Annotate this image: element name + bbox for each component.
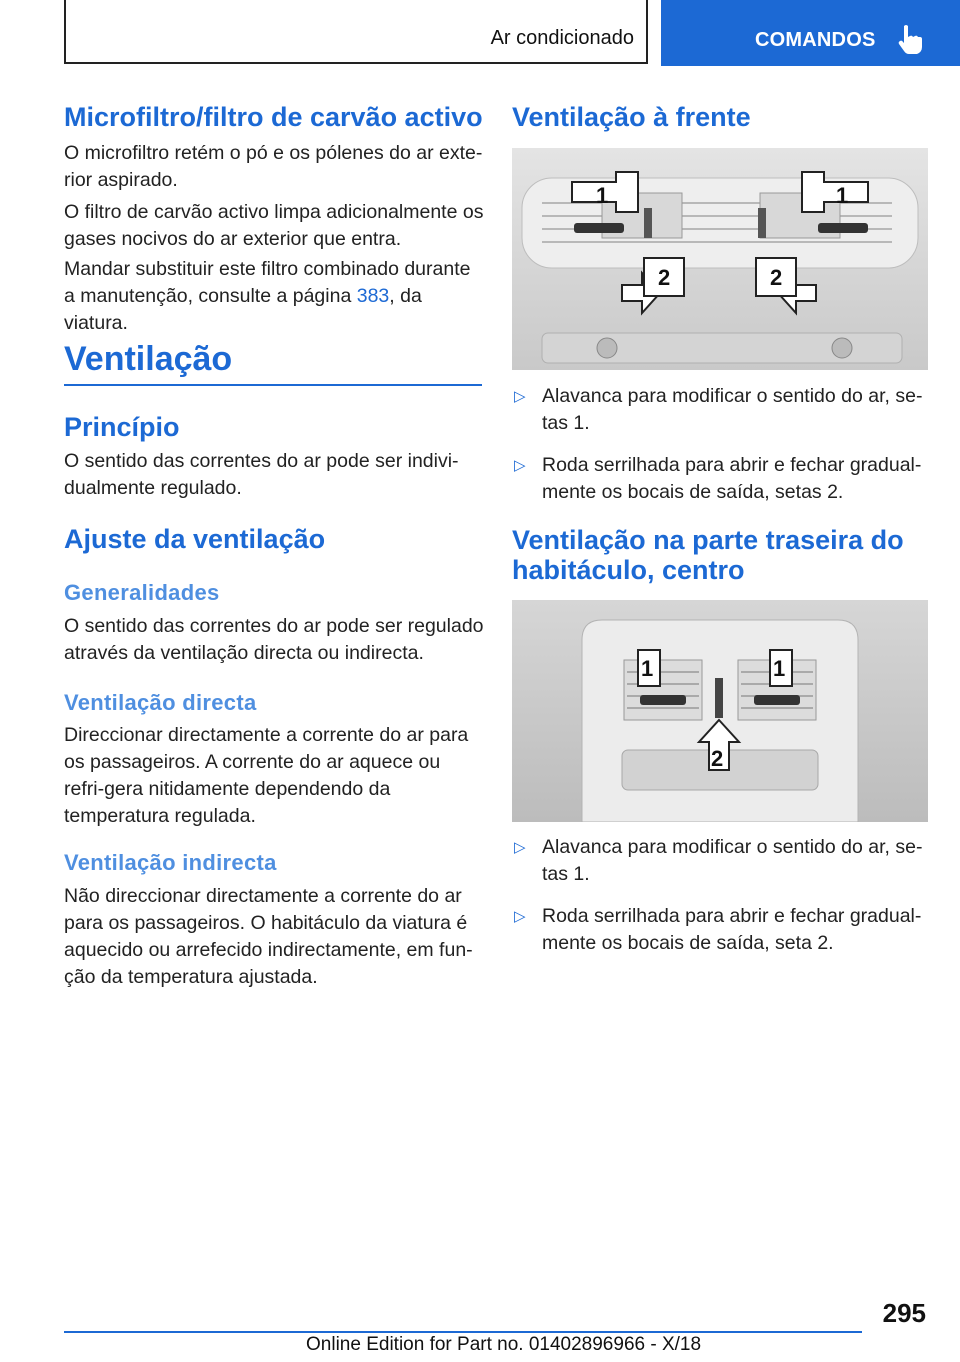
front-bullet-1: ▷ Alavanca para modificar o sentido do ar, se-tas 1.	[514, 385, 923, 434]
principle-text: O sentido das correntes do ar pode ser indivi-dualmente regulado.	[64, 450, 459, 499]
front-vents-image	[512, 148, 928, 370]
label-1-right: 1	[836, 183, 849, 208]
rear-bullet-2: ▷ Roda serrilhada para abrir e fechar gradual-mente os bocais de saída, seta 2.	[514, 905, 922, 954]
label-1-left: 1	[596, 183, 609, 208]
triangle-bullet-icon: ▷	[514, 908, 526, 925]
indirect-text: Não direccionar directamente a corrente do ar para os passageiros. O habitáculo da viatura é aquecido ou arrefecido indirectamente, em fun-ção da temperatura ajustada.	[64, 885, 473, 988]
ventilation-heading: Ventilação	[64, 340, 233, 378]
microfilter-p3	[64, 256, 484, 337]
rear-bullet-list	[512, 834, 928, 972]
triangle-bullet-icon: ▷	[514, 388, 526, 405]
rear-label-1-right: 1	[773, 656, 786, 681]
microfilter-heading: Microfiltro/filtro de carvão activo	[64, 102, 483, 132]
heading-rule	[64, 384, 482, 386]
principle-heading: Princípio	[64, 412, 180, 442]
rear-heading: Ventilação na parte traseira do habitáculo, centro	[512, 525, 904, 585]
microfilter-p1: O microfiltro retém o pó e os pólenes do ar exte-rior aspirado.	[64, 142, 483, 191]
microfilter-p2: O filtro de carvão activo limpa adicionalmente os gases nocivos do ar exterior que entra.	[64, 201, 484, 250]
rear-vents-image	[512, 600, 928, 822]
rear-label-2: 2	[711, 746, 724, 771]
pointing-hand-icon	[896, 24, 924, 56]
label-2-left: 2	[658, 265, 671, 290]
general-heading: Generalidades	[64, 580, 220, 605]
general-text: O sentido das correntes do ar pode ser regulado através da ventilação directa ou indirecta.	[64, 615, 484, 664]
microfilter-p3-text: Mandar substituir este filtro combinado durante a manutenção, consulte a página	[64, 258, 471, 307]
page-number: 295	[882, 1298, 926, 1328]
page-link-383[interactable]: 383	[356, 285, 390, 307]
front-bullet-2: ▷ Roda serrilhada para abrir e fechar gradual-mente os bocais de saída, setas 2.	[514, 454, 922, 503]
chapter-label: COMANDOS	[755, 29, 876, 51]
front-bullet-list	[512, 383, 928, 521]
edition-text: Online Edition for Part no. 01402896966 - X/18	[306, 1334, 702, 1355]
header-section-box	[64, 0, 648, 64]
adjust-heading: Ajuste da ventilação	[64, 524, 326, 554]
triangle-bullet-icon: ▷	[514, 457, 526, 474]
rear-bullet-1: ▷ Alavanca para modificar o sentido do ar, se-tas 1.	[514, 836, 923, 885]
microfilter-p3-tail: , da viatura.	[64, 285, 422, 334]
chapter-tab[interactable]	[661, 0, 960, 66]
direct-heading: Ventilação directa	[64, 690, 257, 715]
triangle-bullet-icon: ▷	[514, 839, 526, 856]
indirect-heading: Ventilação indirecta	[64, 850, 277, 875]
label-2-right: 2	[770, 265, 783, 290]
direct-text: Direccionar directamente a corrente do ar para os passageiros. A corrente do ar aquece ou refri-gera nitidamente dependendo da temperatura regulada.	[64, 724, 469, 827]
footer-rule	[64, 1331, 862, 1333]
rear-label-1-left: 1	[641, 656, 654, 681]
front-heading: Ventilação à frente	[512, 102, 751, 132]
section-title: Ar condicionado	[490, 27, 634, 49]
